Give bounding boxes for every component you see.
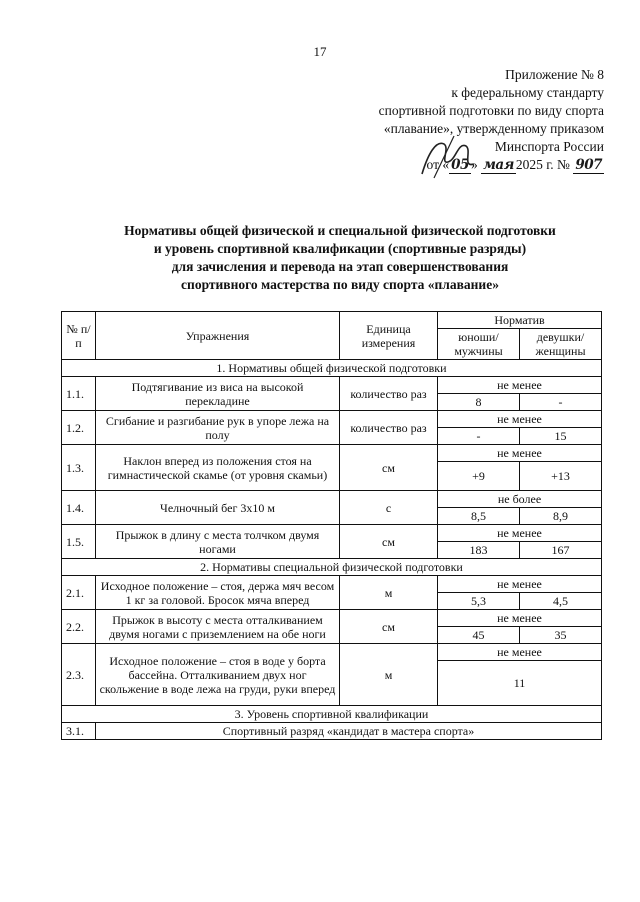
table-row	[62, 377, 602, 394]
row-exercise: Сгибание и разгибание рук в упоре лежа на полу	[96, 411, 340, 445]
row-girls: 8,9	[520, 508, 602, 525]
date-prefix: от «	[426, 157, 450, 172]
row-condition: не менее	[438, 377, 602, 394]
row-boys: 45	[438, 627, 520, 644]
row-girls: +13	[520, 462, 602, 491]
row-condition: не менее	[438, 610, 602, 627]
row-boys: 5,3	[438, 593, 520, 610]
row-exercise: Прыжок в высоту с места отталкиванием двумя ногами с приземлением на обе ноги	[96, 610, 340, 644]
appendix-line: к федеральному стандарту	[451, 85, 604, 100]
row-unit: с	[340, 491, 438, 525]
appendix-line: Минспорта России	[494, 139, 604, 154]
header-num: № п/п	[62, 312, 96, 360]
row-condition: не менее	[438, 445, 602, 462]
appendix-line: Приложение № 8	[505, 67, 604, 82]
title-line: Нормативы общей физической и специальной физической подготовки	[124, 223, 556, 238]
row-exercise: Челночный бег 3х10 м	[96, 491, 340, 525]
row-condition: не менее	[438, 576, 602, 593]
section-title: 1. Нормативы общей физической подготовки	[62, 360, 602, 377]
header-exercise: Упражнения	[96, 312, 340, 360]
table-row	[62, 411, 602, 428]
row-girls: 15	[520, 428, 602, 445]
row-num: 1.1.	[62, 377, 96, 411]
date-year: 2025 г. №	[515, 157, 570, 172]
row-girls: 35	[520, 627, 602, 644]
header-boys: юноши/ мужчины	[438, 329, 520, 360]
document-title	[60, 222, 620, 294]
row-condition: не менее	[438, 644, 602, 661]
table-row	[62, 723, 602, 740]
row-unit: количество раз	[340, 377, 438, 411]
row-num: 1.5.	[62, 525, 96, 559]
row-condition: не менее	[438, 411, 602, 428]
header-girls: девушки/ женщины	[520, 329, 602, 360]
order-date-line	[304, 156, 604, 174]
date-day: 05	[451, 157, 469, 173]
row-num: 3.1.	[62, 723, 96, 740]
table-row	[62, 491, 602, 508]
date-month: мая	[483, 157, 514, 173]
row-condition: не менее	[438, 525, 602, 542]
row-both: 11	[438, 661, 602, 706]
row-num: 1.2.	[62, 411, 96, 445]
table-row	[62, 610, 602, 627]
row-girls: 4,5	[520, 593, 602, 610]
date-mid: »	[470, 157, 478, 172]
row-boys: 8,5	[438, 508, 520, 525]
row-girls: -	[520, 394, 602, 411]
appendix-line: спортивной подготовки по виду спорта	[378, 103, 604, 118]
row-exercise: Наклон вперед из положения стоя на гимнастической скамье (от уровня скамьи)	[96, 445, 340, 491]
table-row	[62, 445, 602, 462]
row-exercise: Спортивный разряд «кандидат в мастера спорта»	[96, 723, 602, 740]
row-boys: +9	[438, 462, 520, 491]
row-unit: см	[340, 610, 438, 644]
table-row	[62, 644, 602, 661]
row-num: 2.1.	[62, 576, 96, 610]
section-row	[62, 360, 602, 377]
row-num: 1.4.	[62, 491, 96, 525]
section-row	[62, 559, 602, 576]
section-title: 3. Уровень спортивной квалификации	[62, 706, 602, 723]
row-num: 2.3.	[62, 644, 96, 706]
table-header-row	[62, 312, 602, 329]
row-unit: м	[340, 644, 438, 706]
norms-table	[61, 311, 602, 740]
row-unit: м	[340, 576, 438, 610]
row-unit: см	[340, 525, 438, 559]
row-exercise: Прыжок в длину с места толчком двумя ногами	[96, 525, 340, 559]
row-num: 1.3.	[62, 445, 96, 491]
appendix-block	[304, 66, 604, 174]
row-boys: 8	[438, 394, 520, 411]
row-condition: не более	[438, 491, 602, 508]
row-unit: количество раз	[340, 411, 438, 445]
section-title: 2. Нормативы специальной физической подготовки	[62, 559, 602, 576]
header-unit: Единица измерения	[340, 312, 438, 360]
section-row	[62, 706, 602, 723]
table-row	[62, 525, 602, 542]
title-line: спортивного мастерства по виду спорта «плавание»	[181, 277, 499, 292]
row-girls: 167	[520, 542, 602, 559]
row-exercise: Исходное положение – стоя в воде у борта бассейна. Отталкиванием двух ног скольжение в воде лежа на груди, руки вперед	[96, 644, 340, 706]
title-line: и уровень спортивной квалификации (спортивные разряды)	[153, 241, 527, 256]
row-unit: см	[340, 445, 438, 491]
row-boys: 183	[438, 542, 520, 559]
title-line: для зачисления и перевода на этап совершенствования	[171, 259, 509, 274]
table-row	[62, 576, 602, 593]
header-norm: Норматив	[438, 312, 602, 329]
row-exercise: Подтягивание из виса на высокой перекладине	[96, 377, 340, 411]
order-number: 907	[575, 157, 602, 173]
page-number: 17	[313, 44, 327, 59]
row-num: 2.2.	[62, 610, 96, 644]
row-boys: -	[438, 428, 520, 445]
appendix-line: «плавание», утвержденному приказом	[383, 121, 604, 136]
row-exercise: Исходное положение – стоя, держа мяч весом 1 кг за головой. Бросок мяча вперед	[96, 576, 340, 610]
